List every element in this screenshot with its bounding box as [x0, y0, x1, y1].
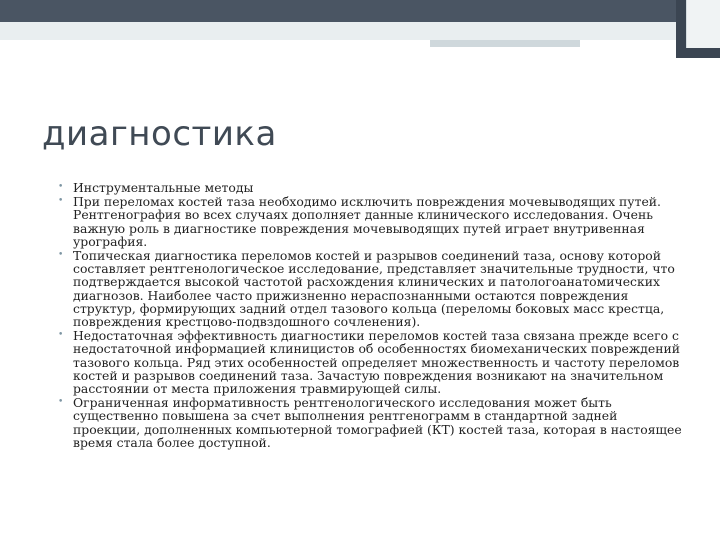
bullet-item	[58, 329, 683, 395]
bullet-list	[58, 181, 683, 449]
slide-title: диагностика	[42, 114, 277, 154]
bullet-item	[58, 249, 683, 328]
bullet-icon: •	[58, 250, 64, 261]
bullet-text: Топическая диагностика переломов костей и разрывов соединений таза, основу которой составляет рентгенологическое исследование, представляет значительные трудности, что подтверждается высокой частотой расхождения клинических и патологоанатомических диагнозов. Наиболее часто прижизненно нераспознанными остаются повреждения структур, формирующих задний отдел тазового кольца (переломы боковых масс крестца, повреждения крестцово-подвздошного сочленения).	[73, 248, 675, 330]
bullet-text: Недостаточная эффективность диагностики переломов костей таза связана прежде всего с недостаточной информацией клиницистов об особенностях биомеханических повреждений тазового кольца. Ряд этих особенностей определяет множественность и частоту переломов костей и разрывов соединений таза. Зачастую повреждения возникают на значительном расстоянии от места приложения травмирующей силы.	[73, 328, 681, 397]
bullet-text: При переломах костей таза необходимо исключить повреждения мочевыводящих путей. Рентгенография во всех случаях дополняет данные клинического исследования. Очень важную роль в диагностике повреждения мочевыводящих путей играет внутривенная урография.	[73, 194, 661, 249]
header-band-light	[0, 22, 720, 40]
bullet-icon: •	[58, 196, 64, 207]
bullet-icon: •	[58, 397, 64, 408]
corner-decoration-inner	[686, 0, 720, 48]
bullet-icon: •	[58, 182, 64, 192]
header-accent-strip	[430, 40, 580, 47]
header-band-dark	[0, 0, 720, 22]
bullet-text: Ограниченная информативность рентгенологического исследования может быть существенно повышена за счет выполнения рентгенограмм в стандартной задней проекции, дополненных компьютерной томографией (КТ) костей таза, которая в настоящее время стала более доступной.	[73, 395, 682, 450]
bullet-icon: •	[58, 330, 64, 341]
bullet-item	[58, 181, 683, 194]
slide-content	[58, 181, 683, 450]
bullet-item	[58, 195, 683, 248]
bullet-text: Инструментальные методы	[73, 180, 254, 195]
bullet-item	[58, 396, 683, 449]
